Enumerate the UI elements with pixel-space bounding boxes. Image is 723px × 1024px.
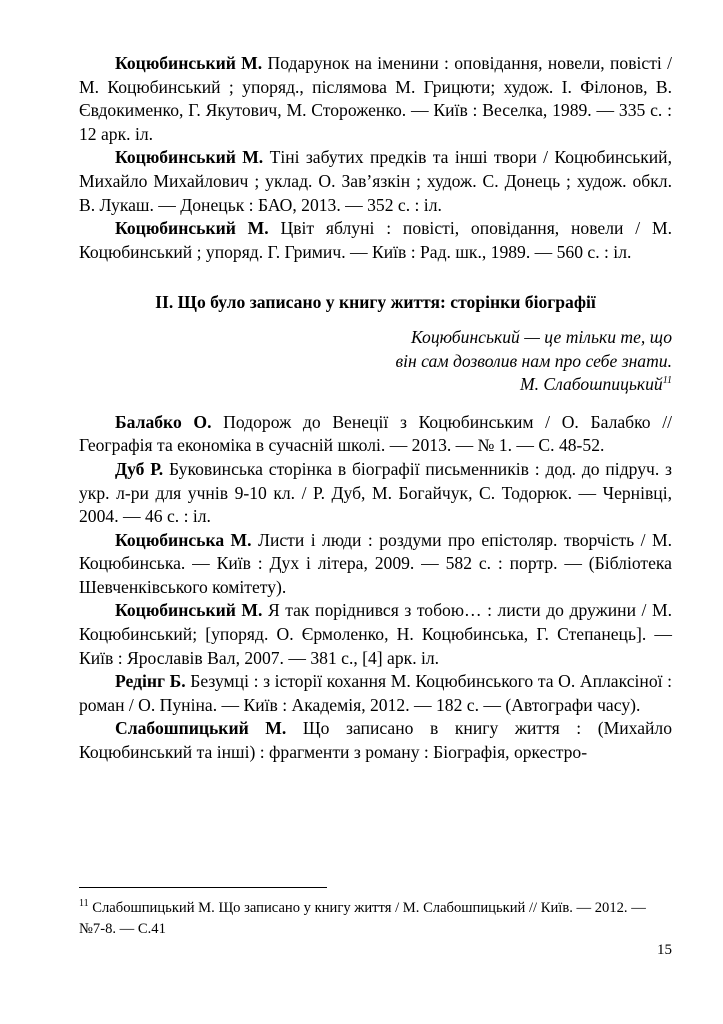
- footnote: [79, 898, 672, 940]
- entry-author: Коцюбинська М.: [115, 529, 252, 550]
- entry-author: Редінг Б.: [115, 671, 186, 692]
- bibliography-entry: [79, 670, 672, 717]
- entry-text: Подарунок на іменини : оповідання, новели, повісті / М. Коцюбинський ; упоряд., післямова М. Грицюти; худож. І. Філонов, В. Євдокименко, Г. Якутович, М. Стороженко. — Київ : Веселка, 1989. — 335 с. : 12 арк. іл.: [79, 53, 672, 144]
- footnote-text: Слабошпицький М. Що записано у книгу життя / М. Слабошпицький // Київ. — 2012. — №7-8. — С.41: [79, 900, 646, 937]
- entry-author: Коцюбинський М.: [115, 600, 263, 621]
- entry-author: Дуб Р.: [115, 458, 164, 479]
- entry-author: Коцюбинський М.: [115, 53, 263, 73]
- entry-author: Слабошпицький М.: [115, 718, 287, 739]
- entry-text: Тіні забутих предків та інші твори / Коцюбинський, Михайло Михайлович ; уклад. О. Зав’язкін ; худож. С. Донець ; худож. обкл. В. Лукаш. — Донецьк : БАО, 2013. — 352 с. : іл.: [79, 147, 672, 215]
- bibliography-entry: [79, 717, 672, 764]
- footnote-number: 11: [79, 898, 89, 910]
- page-body: [79, 52, 672, 765]
- entry-text: Листи і люди : роздуми про епістоляр. творчість / М. Коцюбинська. — Київ : Дух і літера, 2009. — 582 с. : портр. — (Бібліотека Шевченківського комітету).: [79, 529, 672, 597]
- bibliography-entry: [79, 599, 672, 670]
- entry-text: Що записано в книгу життя : (Михайло Коцюбинський та інші) : фрагменти з роману : Біографія, оркестро-: [79, 718, 673, 763]
- bibliography-entry: [79, 52, 672, 146]
- entry-author: Балабко О.: [115, 411, 212, 432]
- entry-text: Я так поріднився з тобою… : листи до дружини / М. Коцюбинський; [упоряд. О. Єрмоленко, Н. Коцюбинська, Г. Степанець]. — Київ : Ярославів Вал, 2007. — 381 с., [4] арк. іл.: [79, 600, 672, 668]
- page-number: 15: [657, 942, 672, 958]
- entry-text: Буковинська сторінка в біографії письменників : дод. до підруч. з укр. л-ри для учнів 9-10 кл. / Р. Дуб, М. Богайчук, С. Тодорюк. — Чернівці, 2004. — 46 с. : іл.: [79, 458, 672, 527]
- bibliography-entry: [79, 411, 672, 458]
- footnote-divider: [79, 887, 327, 888]
- epigraph-author: М. Слабошпицький: [519, 374, 663, 395]
- footnote-reference: 11: [662, 375, 672, 387]
- epigraph-line: він сам дозволив нам про себе знати.: [395, 350, 672, 371]
- epigraph-attribution: [79, 373, 672, 397]
- bibliography-entry: [79, 217, 672, 264]
- entry-author: Коцюбинський М.: [115, 218, 269, 239]
- entry-text: Подорож до Венеції з Коцюбинським / О. Балабко // Географія та економіка в сучасній школі. — 2013. — № 1. — С. 48-52.: [79, 411, 672, 456]
- section-heading: ІІ. Що було записано у книгу життя: сторінки біографії: [155, 292, 596, 313]
- bibliography-entry: [79, 146, 672, 217]
- entry-text: Безумці : з історії кохання М. Коцюбинського та О. Аплаксіної : роман / О. Пуніна. — Київ : Академія, 2012. — 182 с. — (Автографи часу).: [79, 671, 673, 715]
- entry-text: Цвіт яблуні : повісті, оповідання, новели / М. Коцюбинський ; упоряд. Г. Гримич. — Київ : Рад. шк., 1989. — 560 с. : іл.: [79, 218, 673, 262]
- bibliography-entry: [79, 458, 672, 529]
- epigraph-line: Коцюбинський — це тільки те, що: [411, 326, 672, 347]
- entry-author: Коцюбинський М.: [115, 147, 264, 168]
- bibliography-entry: [79, 529, 672, 600]
- epigraph: [79, 326, 672, 397]
